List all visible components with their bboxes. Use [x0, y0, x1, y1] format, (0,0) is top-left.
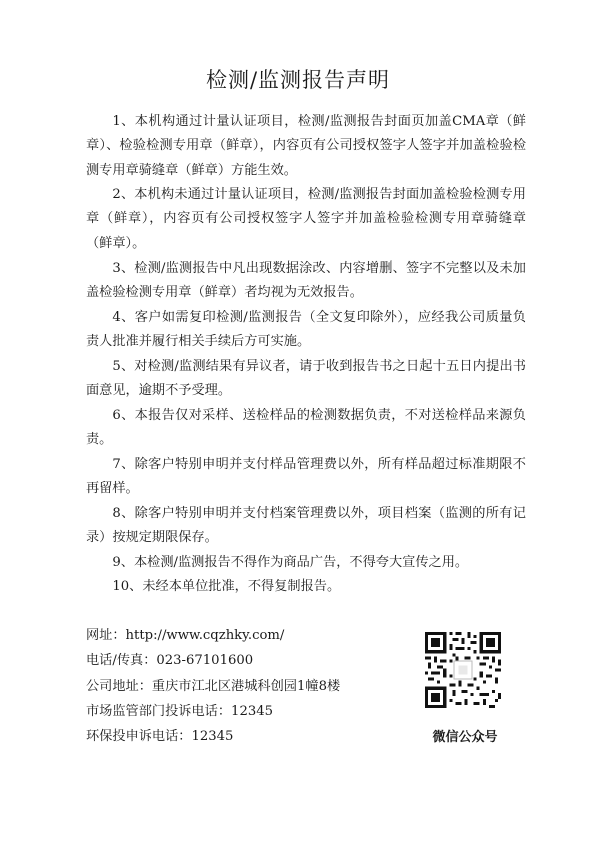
- env-complaint-line: 环保投申诉电话：12345: [86, 729, 234, 744]
- clause-7: 7、除客户特别申明并支付样品管理费以外，所有样品超过标准期限不再留样。: [86, 457, 526, 497]
- phone-line: 电话/传真：023-67101600: [86, 653, 254, 668]
- page-title: 检测/监测报告声明: [205, 68, 391, 92]
- clause-9: 9、本检测/监测报告不得作为商品广告，不得夸大宣传之用。: [112, 555, 469, 570]
- market-complaint-line: 市场监管部门投诉电话：12345: [86, 704, 274, 719]
- website-line: 网址：http://www.cqzhky.com/: [86, 628, 285, 643]
- clause-2: 2、本机构未通过计量认证项目，检测/监测报告封面加盖检验检测专用章（鲜章），内容页有公司授权签字人签字并加盖检验检测专用章骑缝章（鲜章）。: [86, 187, 526, 251]
- clause-8: 8、除客户特别申明并支付档案管理费以外，项目档案（监测的所有记录）按规定期限保存。: [86, 506, 526, 546]
- clause-1: 1、本机构通过计量认证项目，检测/监测报告封面页加盖CMA章（鲜章）、检验检测专用章（鲜章），内容页有公司授权签字人签字并加盖检验检测专用章骑缝章（鲜章）方能生效。: [86, 114, 526, 178]
- clause-6: 6、本报告仅对采样、送检样品的检测数据负责，不对送检样品来源负责。: [86, 408, 526, 448]
- clause-10: 10、未经本单位批准，不得复制报告。: [112, 579, 341, 594]
- clause-3: 3、检测/监测报告中凡出现数据涂改、内容增删、签字不完整以及未加盖检验检测专用章（鲜章）者均视为无效报告。: [86, 261, 526, 301]
- address-line: 公司地址：重庆市江北区港城科创园1幢8楼: [86, 679, 341, 694]
- clause-4: 4、客户如需复印检测/监测报告（全文复印除外），应经我公司质量负责人批准并履行相关手续后方可实施。: [86, 310, 526, 350]
- qr-caption: 微信公众号: [432, 730, 498, 745]
- clause-5: 5、对检测/监测结果有异议者，请于收到报告书之日起十五日内提出书面意见，逾期不予受理。: [86, 359, 526, 399]
- qr-code-icon: [425, 632, 501, 708]
